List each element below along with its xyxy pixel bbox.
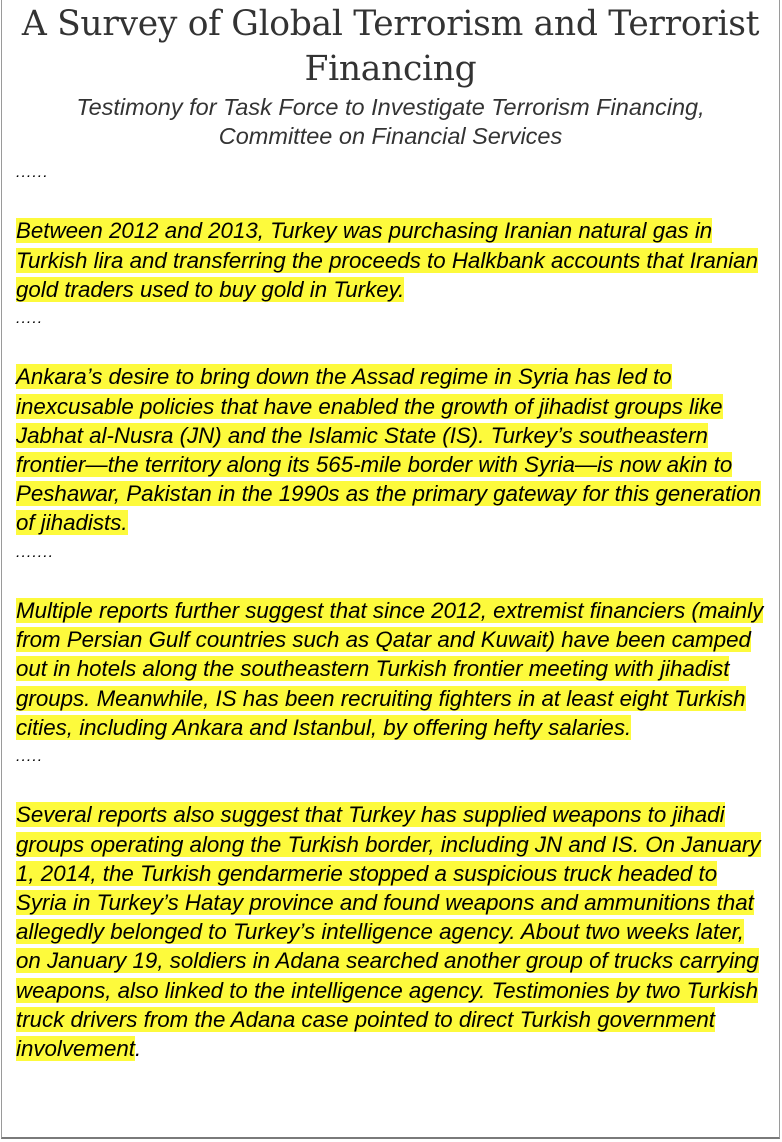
ellipsis-separator-2: ..... <box>16 309 44 327</box>
highlighted-text: Multiple reports further suggest that since 2012, extremist financiers (mainly from Persian Gulf countries such as Qatar and Kuwait) have been camped out in hotels along the southeastern Turkish frontier meeting with jihadist groups. Meanwhile, IS has been recruiting fighters in at least eight Turkish cities, including Ankara and Istanbul, by offering hefty salaries. <box>16 597 764 740</box>
document-subtitle <box>2 93 779 151</box>
ellipsis-separator-3: ....... <box>16 543 55 561</box>
paragraph-3 <box>16 596 766 742</box>
paragraph-1 <box>16 216 766 304</box>
ellipsis-separator-1: ...... <box>16 164 49 181</box>
paragraph-4-final-period: . <box>134 1035 142 1061</box>
paragraph-2 <box>16 362 766 537</box>
highlighted-text: Between 2012 and 2013, Turkey was purchasing Iranian natural gas in Turkish lira and transferring the proceeds to Halkbank accounts that Iranian gold traders used to buy gold in Turkey. <box>16 218 758 302</box>
blank-line <box>16 187 766 216</box>
blank-line <box>16 567 766 596</box>
highlighted-text: Several reports also suggest that Turkey has supplied weapons to jihadi groups operating along the Turkish border, including JN and IS. On January 1, 2014, the Turkish gendarmerie stopped a suspicious truck headed to Syria in Turkey’s Hatay province and found weapons and ammunitions that allegedly belonged to Turkey’s intelligence agency. About two weeks later, on January 19, soldiers in Adana searched another group of trucks carrying weapons, also linked to the intelligence agency. Testimonies by two Turkish truck drivers from the Adana case pointed to direct Turkish government involvement <box>16 802 761 1061</box>
ellipsis-separator-4: ..... <box>16 747 44 765</box>
highlighted-text: Ankara’s desire to bring down the Assad regime in Syria has led to inexcusable policies that have enabled the growth of jihadist groups like Jabhat al-Nusra (JN) and the Islamic State (IS). Turkey’s southeastern frontier—the territory along its 565-mile border with Syria—is now akin to Peshawar, Pakistan in the 1990s as the primary gateway for this generation of jihadists. <box>16 364 761 536</box>
blank-line <box>16 771 766 800</box>
paragraph-4 <box>16 800 766 1063</box>
subtitle-line-2: Committee on Financial Services <box>218 123 563 149</box>
document-title: A Survey of Global Terrorism and Terrorist Financing <box>21 4 760 89</box>
blank-line <box>16 333 766 362</box>
subtitle-line-1: Testimony for Task Force to Investigate Terrorism Financing, <box>76 94 705 120</box>
document-body <box>16 158 766 1063</box>
